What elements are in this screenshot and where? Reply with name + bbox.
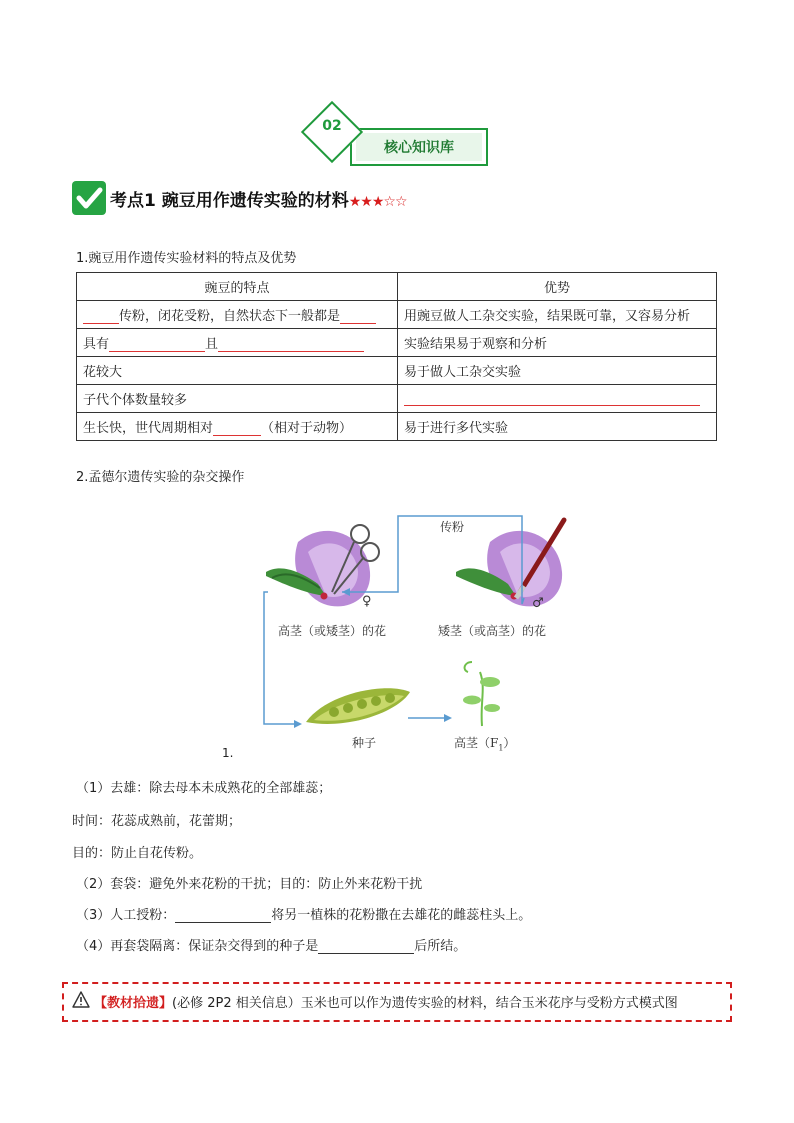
table-cell: 用豌豆做人工杂交实验，结果既可靠，又容易分析 bbox=[398, 301, 717, 329]
table-row bbox=[77, 385, 717, 413]
fill-blank[interactable] bbox=[404, 391, 700, 406]
table-cell bbox=[77, 301, 398, 329]
table-header: 豌豆的特点 bbox=[77, 273, 398, 301]
label-seed: 种子 bbox=[352, 736, 377, 750]
heading-text: 考点1 豌豆用作遗传实验的材料 bbox=[110, 191, 349, 211]
checkmark-icon bbox=[72, 181, 106, 215]
rating-stars-full: ★★★ bbox=[348, 194, 384, 210]
table-row bbox=[77, 301, 717, 329]
seedling-illustration bbox=[465, 662, 483, 726]
cell-text: 传粉，闭花受粉，自然状态下一般都是 bbox=[119, 309, 341, 324]
label-female: ♀ bbox=[362, 594, 372, 609]
step-4: （4）再套袋隔离：保证杂交得到的种子是 后所结。 bbox=[76, 939, 467, 954]
table-cell: 子代个体数量较多 bbox=[77, 385, 398, 413]
hybridization-figure bbox=[258, 512, 568, 758]
label-pollination: 传粉 bbox=[440, 520, 465, 534]
table-row bbox=[77, 357, 717, 385]
table-cell: 实验结果易于观察和分析 bbox=[398, 329, 717, 357]
warning-icon bbox=[72, 991, 90, 1009]
badge-box bbox=[350, 128, 488, 166]
fill-blank[interactable] bbox=[340, 309, 376, 324]
cell-text: 且 bbox=[205, 337, 219, 352]
label-male: ♂ bbox=[532, 596, 544, 611]
cell-text: 生长快，世代周期相对 bbox=[83, 421, 214, 436]
pea-pod-illustration bbox=[306, 688, 410, 724]
arrow-head bbox=[444, 714, 452, 722]
fill-blank[interactable] bbox=[175, 908, 271, 923]
table-header: 优势 bbox=[398, 273, 717, 301]
table-row bbox=[77, 329, 717, 357]
seedling-leaf bbox=[480, 677, 500, 687]
step-3: （3）人工授粉： 将另一植株的花粉撒在去雄花的雌蕊柱头上。 bbox=[76, 908, 532, 923]
table-cell: 易于进行多代实验 bbox=[398, 413, 717, 441]
flower-right-illustration bbox=[456, 531, 562, 607]
badge-number: 02 bbox=[322, 118, 342, 134]
figure-number: 1. bbox=[222, 746, 234, 760]
fill-blank[interactable] bbox=[213, 421, 261, 436]
fill-blank[interactable] bbox=[218, 337, 364, 352]
section2-title: 2.孟德尔遗传实验的杂交操作 bbox=[76, 470, 245, 485]
step-1: （1）去雄：除去母本未成熟花的全部雄蕊； bbox=[76, 781, 332, 796]
arrow-head bbox=[294, 720, 302, 728]
rating-stars-empty: ☆☆ bbox=[383, 194, 407, 210]
seedling-leaf bbox=[463, 696, 481, 705]
label-flower-left: 高茎（或矮茎）的花 bbox=[278, 624, 387, 638]
fill-blank[interactable] bbox=[109, 337, 205, 352]
callout-tag: 【教材拾遗】 bbox=[94, 996, 173, 1011]
seed-arrow bbox=[264, 592, 296, 724]
label-f1: 高茎$(F_1)$ bbox=[454, 736, 516, 753]
seedling-leaf bbox=[484, 704, 500, 712]
table-cell: 花较大 bbox=[77, 357, 398, 385]
table-header-row bbox=[77, 273, 717, 301]
cell-text: 具有 bbox=[83, 337, 110, 352]
table-cell bbox=[77, 413, 398, 441]
table-cell bbox=[398, 385, 717, 413]
textbook-callout bbox=[62, 982, 732, 1022]
table-row bbox=[77, 413, 717, 441]
table-cell bbox=[77, 329, 398, 357]
fill-blank[interactable] bbox=[318, 939, 414, 954]
step-1-goal: 目的：防止自花传粉。 bbox=[72, 846, 203, 861]
callout-body: (必修 2P2 相关信息）玉米也可以作为遗传实验的材料，结合玉米花序与受粉方式模式图 bbox=[172, 996, 678, 1011]
step-1-time: 时间：花蕊成熟前，花蕾期； bbox=[72, 814, 242, 829]
section-badge bbox=[304, 104, 494, 170]
step-2: （2）套袋：避免外来花粉的干扰；目的：防止外来花粉干扰 bbox=[76, 877, 423, 892]
pea-traits-table bbox=[76, 272, 717, 441]
callout-text bbox=[94, 992, 678, 1011]
section1-title: 1.豌豆用作遗传实验材料的特点及优势 bbox=[76, 251, 297, 266]
cell-text: （相对于动物） bbox=[261, 421, 353, 436]
fill-blank[interactable] bbox=[83, 309, 119, 324]
section-heading bbox=[110, 186, 407, 211]
label-flower-right: 矮茎（或高茎）的花 bbox=[438, 624, 547, 638]
table-cell: 易于做人工杂交实验 bbox=[398, 357, 717, 385]
badge-label: 核心知识库 bbox=[356, 133, 482, 161]
